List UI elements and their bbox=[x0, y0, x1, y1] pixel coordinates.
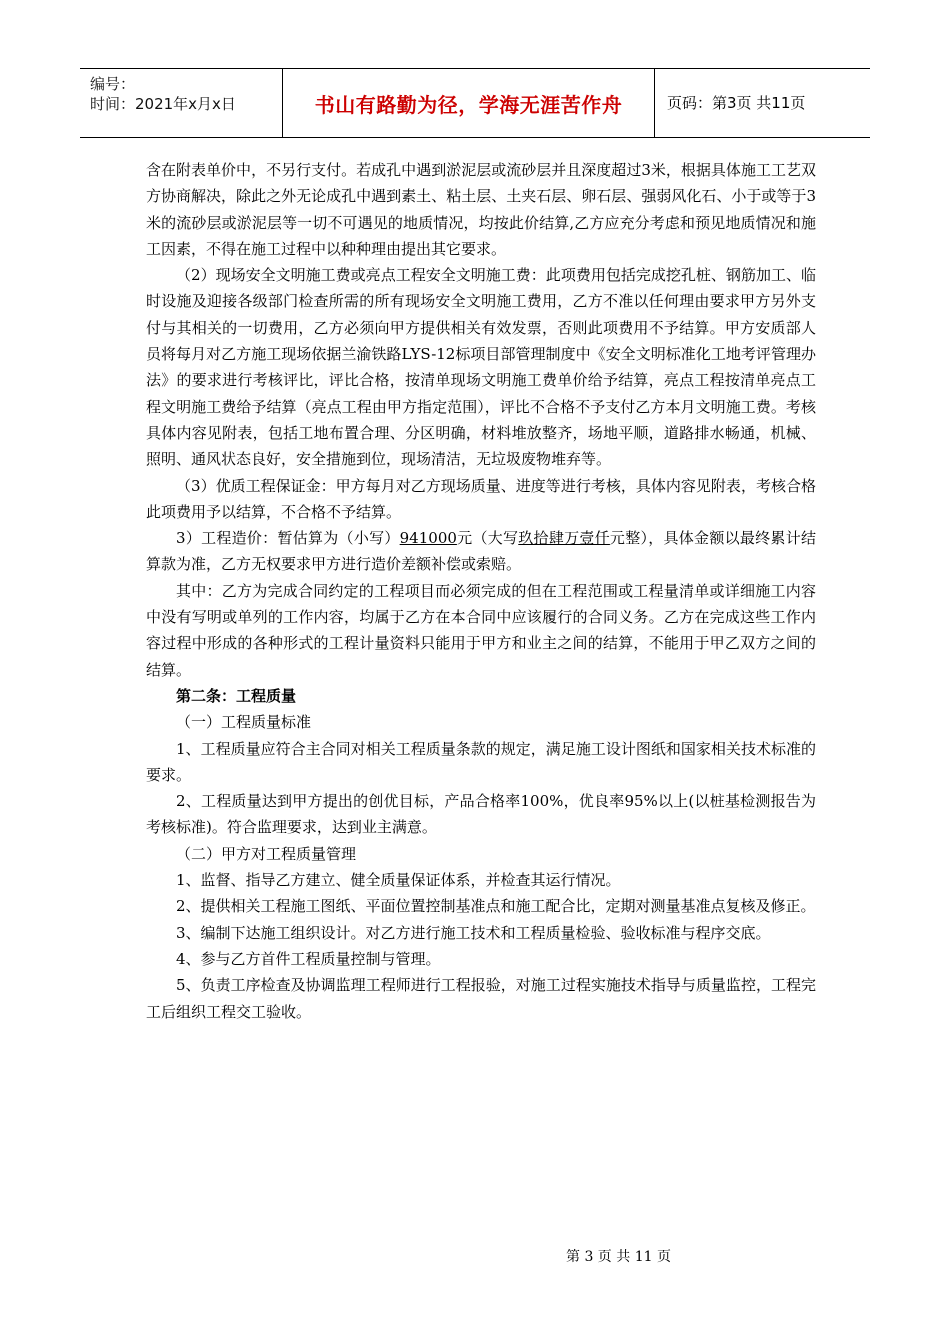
paragraph-safety-fee: （2）现场安全文明施工费或亮点工程安全文明施工费：此项费用包括完成挖孔桩、钢筋加工、临时设施及迎接各级部门检查所需的所有现场安全文明施工费用，乙方不准以任何理由要求甲方另外支付与其相关的一切费用，乙方必须向甲方提供相关有效发票，否则此项费用不予结算。甲方安质部人员将每月对乙方施工现场依据兰渝铁路LYS-12标项目部管理制度中《安全文明标准化工地考评管理办法》的要求进行考核评比，评比合格，按清单现场文明施工费单价给予结算，亮点工程按清单亮点工程文明施工费给予结算（亮点工程由甲方指定范围），评比不合格不予支付乙方本月文明施工费。考核具体内容见附表，包括工地布置合理、分区明确，材料堆放整齐，场地平顺，道路排水畅通，机械、照明、通风状态良好，安全措施到位，现场清洁，无垃圾废物堆弃等。 bbox=[146, 266, 816, 469]
list-item: 3、编制下达施工组织设计。对乙方进行施工技术和工程质量检验、验收标准与程序交底。 bbox=[176, 923, 771, 942]
page-footer: 第 3 页 共 11 页 bbox=[566, 1249, 671, 1265]
list-item: 1、监督、指导乙方建立、健全质量保证体系，并检查其运行情况。 bbox=[176, 871, 621, 890]
document-date: 时间：2021年x月x日 bbox=[90, 95, 236, 113]
document-body bbox=[146, 157, 816, 1025]
list-item: 1、工程质量应符合主合同对相关工程质量条款的规定，满足施工设计图纸和国家相关技术标准的要求。 bbox=[146, 739, 816, 784]
paragraph-project-cost bbox=[146, 525, 816, 578]
list-item: 4、参与乙方首件工程质量控制与管理。 bbox=[176, 949, 441, 968]
paragraph-continuation: 含在附表单价中，不另行支付。若成孔中遇到淤泥层或流砂层并且深度超过3米，根据具体施工工艺双方协商解决，除此之外无论成孔中遇到素土、粘土层、土夹石层、卵石层、强弱风化石、小于或等于3米的流砂层或淤泥层等一切不可遇见的地质情况，均按此价结算,乙方应充分考虑和预见地质情况和施工因素，不得在施工过程中以种种理由提出其它要求。 bbox=[146, 161, 816, 258]
subheading-quality-management: （二）甲方对工程质量管理 bbox=[176, 844, 357, 863]
cost-text-a: 3）工程造价：暂估算为（小写） bbox=[176, 529, 400, 548]
cost-text-b: 元（大写 bbox=[456, 529, 519, 548]
header-page-info: 页码：第3页 共11页 bbox=[667, 94, 806, 112]
header-meta bbox=[80, 69, 283, 137]
header-motto-cell bbox=[283, 69, 655, 137]
list-item: 2、提供相关工程施工图纸、平面位置控制基准点和施工配合比，定期对测量基准点复核及修正。 bbox=[176, 897, 816, 916]
page-header bbox=[80, 68, 870, 138]
list-item: 5、负责工序检查及协调监理工程师进行工程报验，对施工过程实施技术指导与质量监控，工程完工后组织工程交工验收。 bbox=[146, 976, 816, 1021]
paragraph-obligations: 其中：乙方为完成合同约定的工程项目而必须完成的但在工程范围或工程量清单或详细施工内容中没有写明或单列的工作内容，均属于乙方在本合同中应该履行的合同义务。乙方在完成这些工作内容过程中形成的各种形式的工程计量资料只能用于甲方和业主之间的结算，不能用于甲乙双方之间的结算。 bbox=[146, 581, 816, 679]
list-item: 2、工程质量达到甲方提出的创优目标，产品合格率100%，优良率95%以上(以桩基检测报告为考核标准)。符合监理要求，达到业主满意。 bbox=[146, 792, 816, 837]
cost-text-c: 元整），具体金额以最终累计结算款为准，乙方无权要求甲方进行造价差额补偿或索赔。 bbox=[146, 529, 816, 574]
cost-amount-words: 玖拾肆万壹仟 bbox=[518, 529, 610, 548]
cost-amount: 941000 bbox=[399, 529, 457, 548]
document-number-label: 编号： bbox=[90, 75, 136, 93]
subheading-quality-standard: （一）工程质量标准 bbox=[176, 713, 312, 732]
header-page-cell bbox=[655, 69, 870, 137]
header-motto: 书山有路勤为径，学海无涯苦作舟 bbox=[314, 93, 623, 117]
paragraph-quality-deposit: （3）优质工程保证金：甲方每月对乙方现场质量、进度等进行考核，具体内容见附表，考核合格此项费用予以结算，不合格不予结算。 bbox=[146, 476, 816, 521]
section-heading-quality: 第二条：工程质量 bbox=[176, 686, 297, 705]
